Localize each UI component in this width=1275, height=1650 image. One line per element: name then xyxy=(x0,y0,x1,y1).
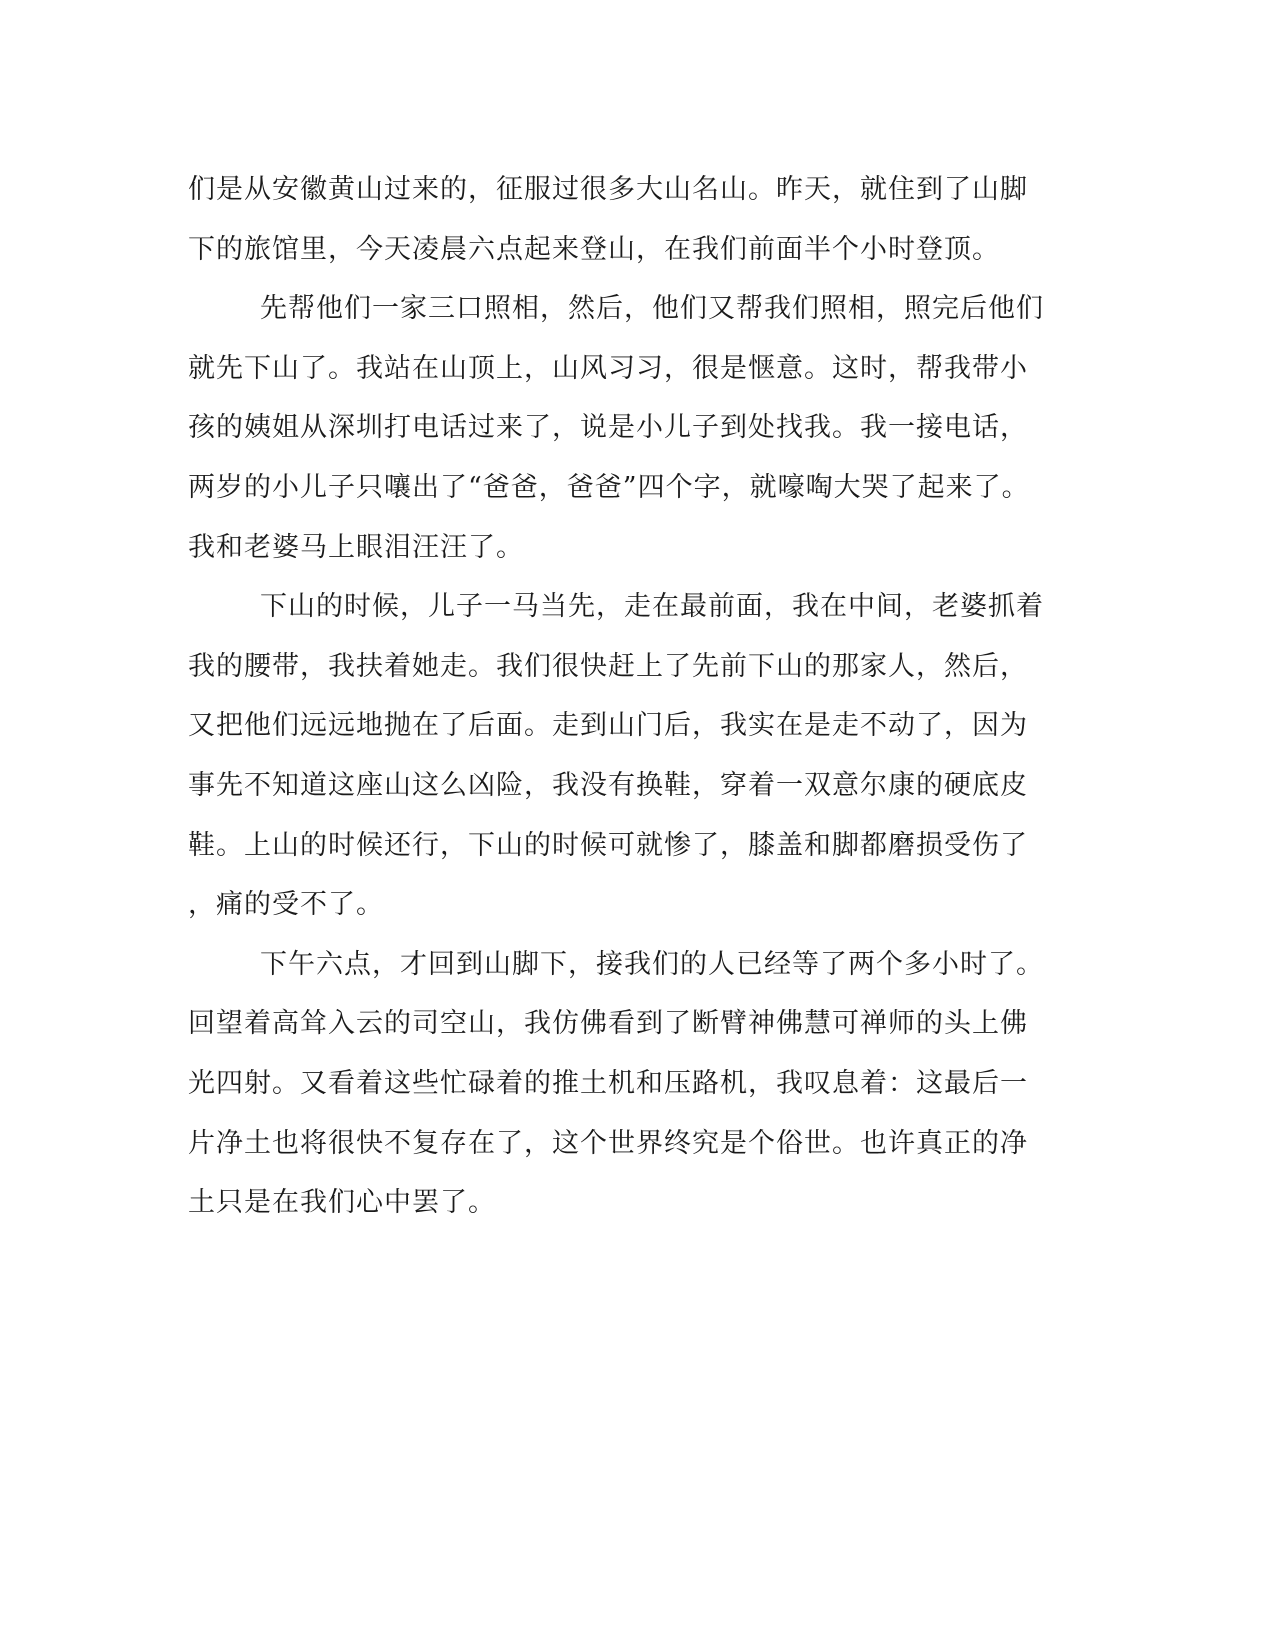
text-line: 们是从安徽黄山过来的，征服过很多大山名山。昨天，就住到了山脚 xyxy=(188,174,1028,205)
text-line: 光四射。又看着这些忙碌着的推土机和压路机，我叹息着：这最后一 xyxy=(188,1067,1028,1099)
paragraph-start-line: 下午六点，才回到山脚下，接我们的人已经等了两个多小时了。 xyxy=(260,948,1044,980)
body-text xyxy=(188,160,1068,1233)
text-line: 两岁的小儿子只嚷出了“爸爸，爸爸”四个字，就嚎啕大哭了起来了。 xyxy=(188,471,1030,503)
text-line: 下的旅馆里，今天凌晨六点起来登山，在我们前面半个小时登顶。 xyxy=(188,233,1000,265)
text-line: 片净土也将很快不复存在了，这个世界终究是个俗世。也许真正的净 xyxy=(188,1127,1028,1159)
text-line: 鞋。上山的时候还行，下山的时候可就惨了，膝盖和脚都磨损受伤了 xyxy=(188,829,1028,861)
paragraph-start-line: 先帮他们一家三口照相，然后，他们又帮我们照相，照完后他们 xyxy=(260,293,1044,325)
text-line: 就先下山了。我站在山顶上，山风习习，很是惬意。这时，帮我带小 xyxy=(188,352,1028,384)
text-line: 孩的姨姐从深圳打电话过来了，说是小儿子到处找我。我一接电话， xyxy=(188,412,1028,444)
text-line: ，痛的受不了。 xyxy=(188,889,384,921)
text-line: 土只是在我们心中罢了。 xyxy=(188,1187,496,1219)
text-line: 我和老婆马上眼泪汪汪了。 xyxy=(188,531,524,563)
text-line: 事先不知道这座山这么凶险，我没有换鞋，穿着一双意尔康的硬底皮 xyxy=(188,769,1028,801)
text-line: 回望着高耸入云的司空山，我仿佛看到了断臂神佛慧可禅师的头上佛 xyxy=(188,1008,1028,1040)
paragraph-start-line: 下山的时候，儿子一马当先，走在最前面，我在中间，老婆抓着 xyxy=(260,591,1044,623)
text-line: 又把他们远远地抛在了后面。走到山门后，我实在是走不动了，因为 xyxy=(188,710,1028,742)
text-line: 我的腰带，我扶着她走。我们很快赶上了先前下山的那家人，然后， xyxy=(188,650,1028,682)
